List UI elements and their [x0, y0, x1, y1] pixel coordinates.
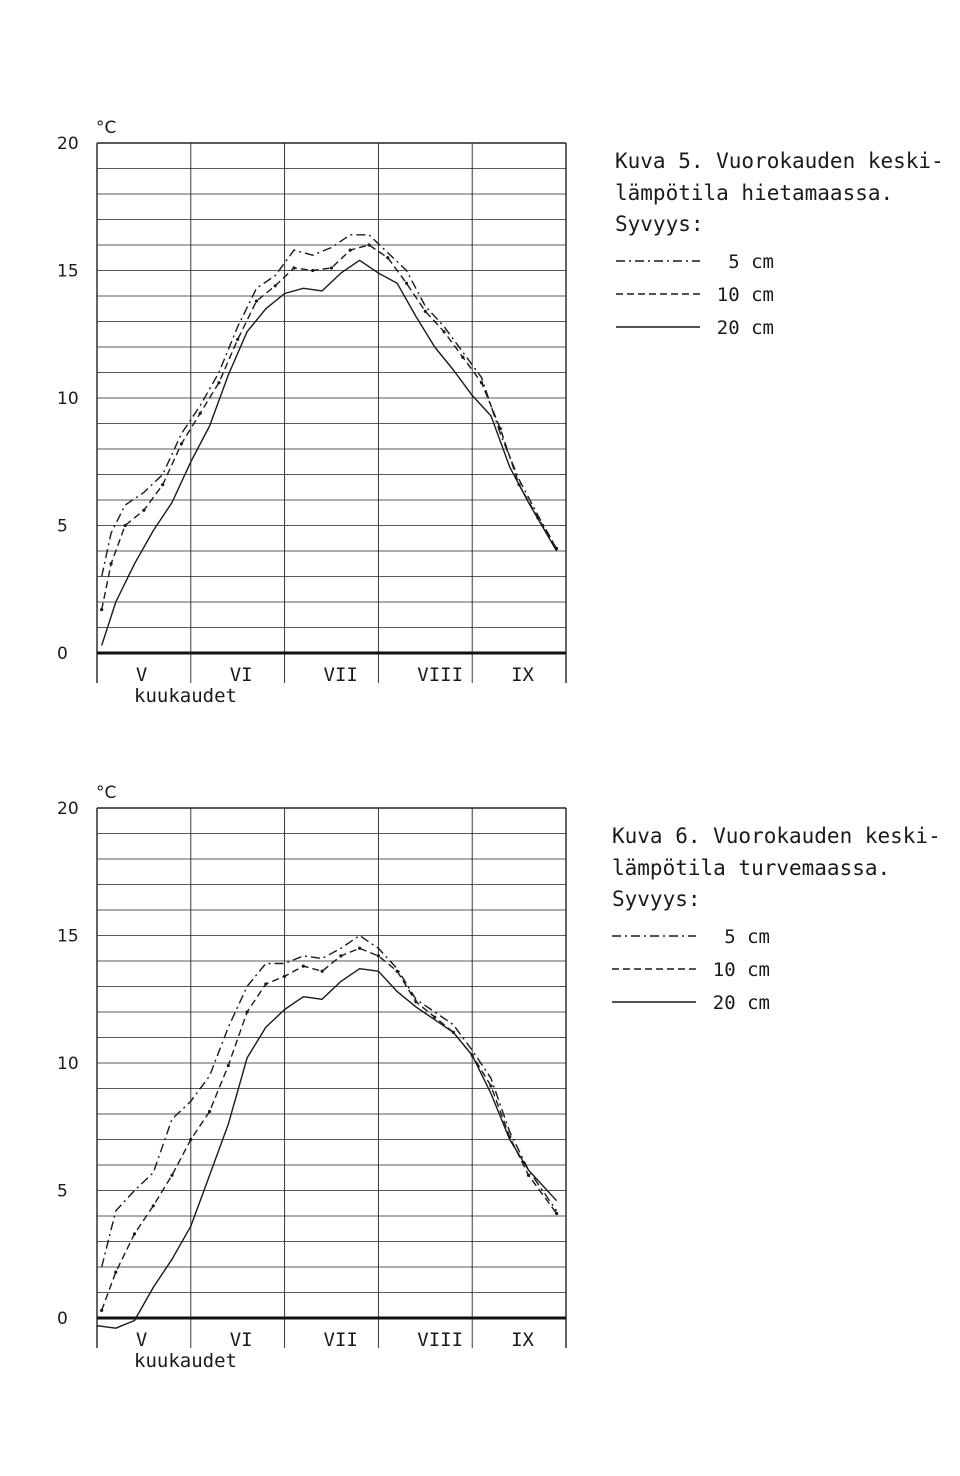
month-label-IX: IX [511, 1329, 534, 1351]
data-point [302, 965, 305, 968]
legend-label: 10 cm [716, 284, 774, 306]
data-point [109, 562, 112, 565]
legend [616, 251, 774, 339]
data-point [461, 356, 464, 359]
data-point [217, 381, 220, 384]
temperature-chart-1 [57, 118, 944, 707]
data-point [358, 947, 361, 950]
data-point [330, 266, 333, 269]
data-point [283, 975, 286, 978]
legend-label: 5 cm [728, 251, 774, 273]
series-line-20cm [97, 969, 557, 1328]
data-point [489, 1084, 492, 1087]
month-label-V: V [135, 664, 148, 686]
data-point [442, 330, 445, 333]
temperature-chart-2 [57, 783, 941, 1372]
month-label-VIII: VIII [417, 1329, 464, 1351]
data-point [480, 381, 483, 384]
legend-label: 5 cm [724, 926, 770, 948]
caption-subtitle: lämpötila turvemaassa. [612, 856, 891, 880]
gridlines [97, 143, 566, 683]
series-line-5cm [102, 936, 557, 1268]
month-label-VI: VI [229, 1329, 253, 1351]
series-line-10cm [102, 245, 557, 610]
data-point [499, 427, 502, 430]
month-label-VIII: VIII [417, 664, 464, 686]
y-tick-label: 10 [57, 389, 79, 409]
data-point [321, 970, 324, 973]
legend-label: 20 cm [716, 317, 774, 339]
legend-label: 10 cm [712, 959, 770, 981]
y-tick-label: 15 [57, 926, 79, 947]
month-label-IX: IX [511, 664, 534, 686]
data-point [152, 1204, 155, 1207]
data-point [424, 310, 427, 313]
unit-label: °C [96, 783, 117, 803]
series-line-10cm [102, 948, 557, 1310]
data-point [161, 483, 164, 486]
y-tick-label: 20 [57, 799, 79, 819]
y-tick-label: 0 [57, 1309, 68, 1329]
x-axis-label: kuukaudet [134, 685, 237, 707]
data-point [255, 300, 258, 303]
month-label-VII: VII [323, 1329, 358, 1351]
legend [612, 926, 770, 1014]
y-tick-label: 0 [57, 644, 68, 664]
data-point [555, 1212, 558, 1215]
data-point [100, 608, 103, 611]
data-point [189, 1138, 192, 1141]
data-point [396, 970, 399, 973]
data-point [349, 249, 352, 252]
data-point [133, 1232, 136, 1235]
month-labels [136, 1329, 535, 1351]
month-label-VII: VII [323, 664, 358, 686]
y-tick-label: 5 [57, 1181, 68, 1202]
y-tick-labels [57, 134, 79, 664]
data-point [367, 243, 370, 246]
data-point [414, 1000, 417, 1003]
data-series [97, 936, 558, 1329]
unit-label: °C [96, 118, 117, 138]
data-point [274, 284, 277, 287]
data-point [386, 256, 389, 259]
caption [615, 149, 944, 236]
data-point [405, 282, 408, 285]
y-tick-label: 5 [57, 516, 68, 537]
caption-title: Kuva 6. Vuorokauden keski- [612, 824, 941, 848]
data-point [339, 954, 342, 957]
y-tick-labels [57, 799, 79, 1329]
data-point [227, 1064, 230, 1067]
y-tick-label: 10 [57, 1054, 79, 1074]
x-axis-label: kuukaudet [134, 1350, 237, 1372]
data-point [199, 412, 202, 415]
data-point [180, 442, 183, 445]
data-point [100, 1309, 103, 1312]
caption-title: Kuva 5. Vuorokauden keski- [615, 149, 944, 173]
legend-title: Syvyys: [612, 887, 701, 911]
data-point [114, 1271, 117, 1274]
y-tick-label: 15 [57, 261, 79, 282]
data-point [527, 1174, 530, 1177]
month-label-VI: VI [229, 664, 253, 686]
data-point [292, 266, 295, 269]
data-point [142, 509, 145, 512]
data-point [170, 1174, 173, 1177]
data-point [208, 1110, 211, 1113]
month-labels [136, 664, 535, 686]
caption [612, 824, 941, 911]
caption-subtitle: lämpötila hietamaassa. [615, 181, 894, 205]
data-point [245, 1010, 248, 1013]
month-label-V: V [135, 1329, 148, 1351]
data-point [124, 524, 127, 527]
y-tick-label: 20 [57, 134, 79, 154]
data-point [236, 338, 239, 341]
data-point [311, 269, 314, 272]
legend-label: 20 cm [712, 992, 770, 1014]
legend-title: Syvyys: [615, 212, 704, 236]
series-line-20cm [102, 260, 557, 645]
data-point [377, 954, 380, 957]
data-point [264, 982, 267, 985]
